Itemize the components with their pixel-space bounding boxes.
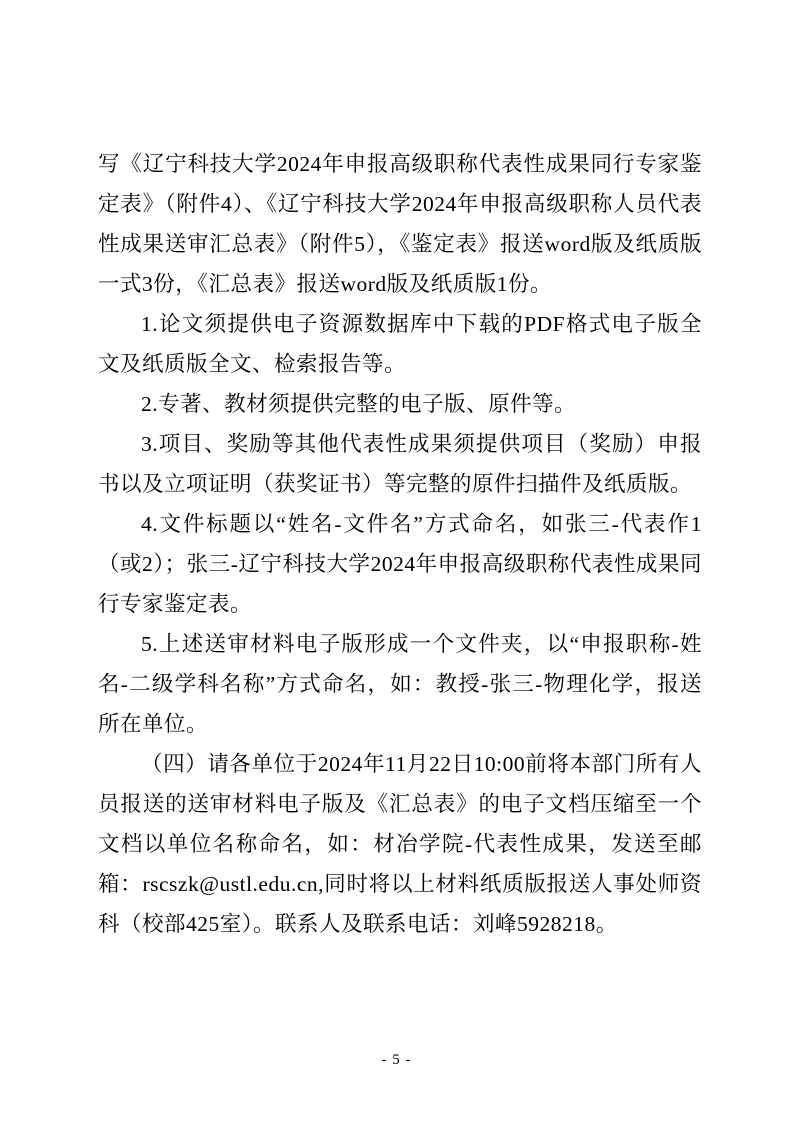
paragraph-note-3: 3.项目、奖励等其他代表性成果须提供项目（奖励）申报书以及立项证明（获奖证书）等完整的原件扫描件及纸质版。 xyxy=(98,432,702,496)
paragraph-note-1: 1.论文须提供电子资源数据库中下载的PDF格式电子版全文及纸质版全文、检索报告等。 xyxy=(98,312,702,376)
paragraph-section-4: （四）请各单位于2024年11月22日10:00前将本部门所有人员报送的送审材料电子版及《汇总表》的电子文档压缩至一个文档以单位名称命名，如：材冶学院-代表性成果，发送至邮箱：rscszk@ustl.edu.cn,同时将以上材料纸质版报送人事处师资科（校部425室）。联系人及联系电话：刘峰5928218。 xyxy=(98,752,702,936)
page-footer xyxy=(0,1050,793,1070)
paragraph-note-4: 4.文件标题以“姓名-文件名”方式命名，如张三-代表作1（或2）；张三-辽宁科技大学2024年申报高级职称代表性成果同行专家鉴定表。 xyxy=(98,512,702,616)
page-number: - 5 - xyxy=(381,1052,412,1068)
document-body xyxy=(98,144,702,944)
paragraph-note-2: 2.专著、教材须提供完整的电子版、原件等。 xyxy=(141,392,577,416)
paragraph-continuation: 写《辽宁科技大学2024年申报高级职称代表性成果同行专家鉴定表》（附件4）、《辽宁科技大学2024年申报高级职称人员代表性成果送审汇总表》（附件5），《鉴定表》报送word版及纸质版一式3份，《汇总表》报送word版及纸质版1份。 xyxy=(98,152,702,296)
paragraph-note-5: 5.上述送审材料电子版形成一个文件夹，以“申报职称-姓名-二级学科名称”方式命名，如：教授-张三-物理化学，报送所在单位。 xyxy=(98,632,702,736)
